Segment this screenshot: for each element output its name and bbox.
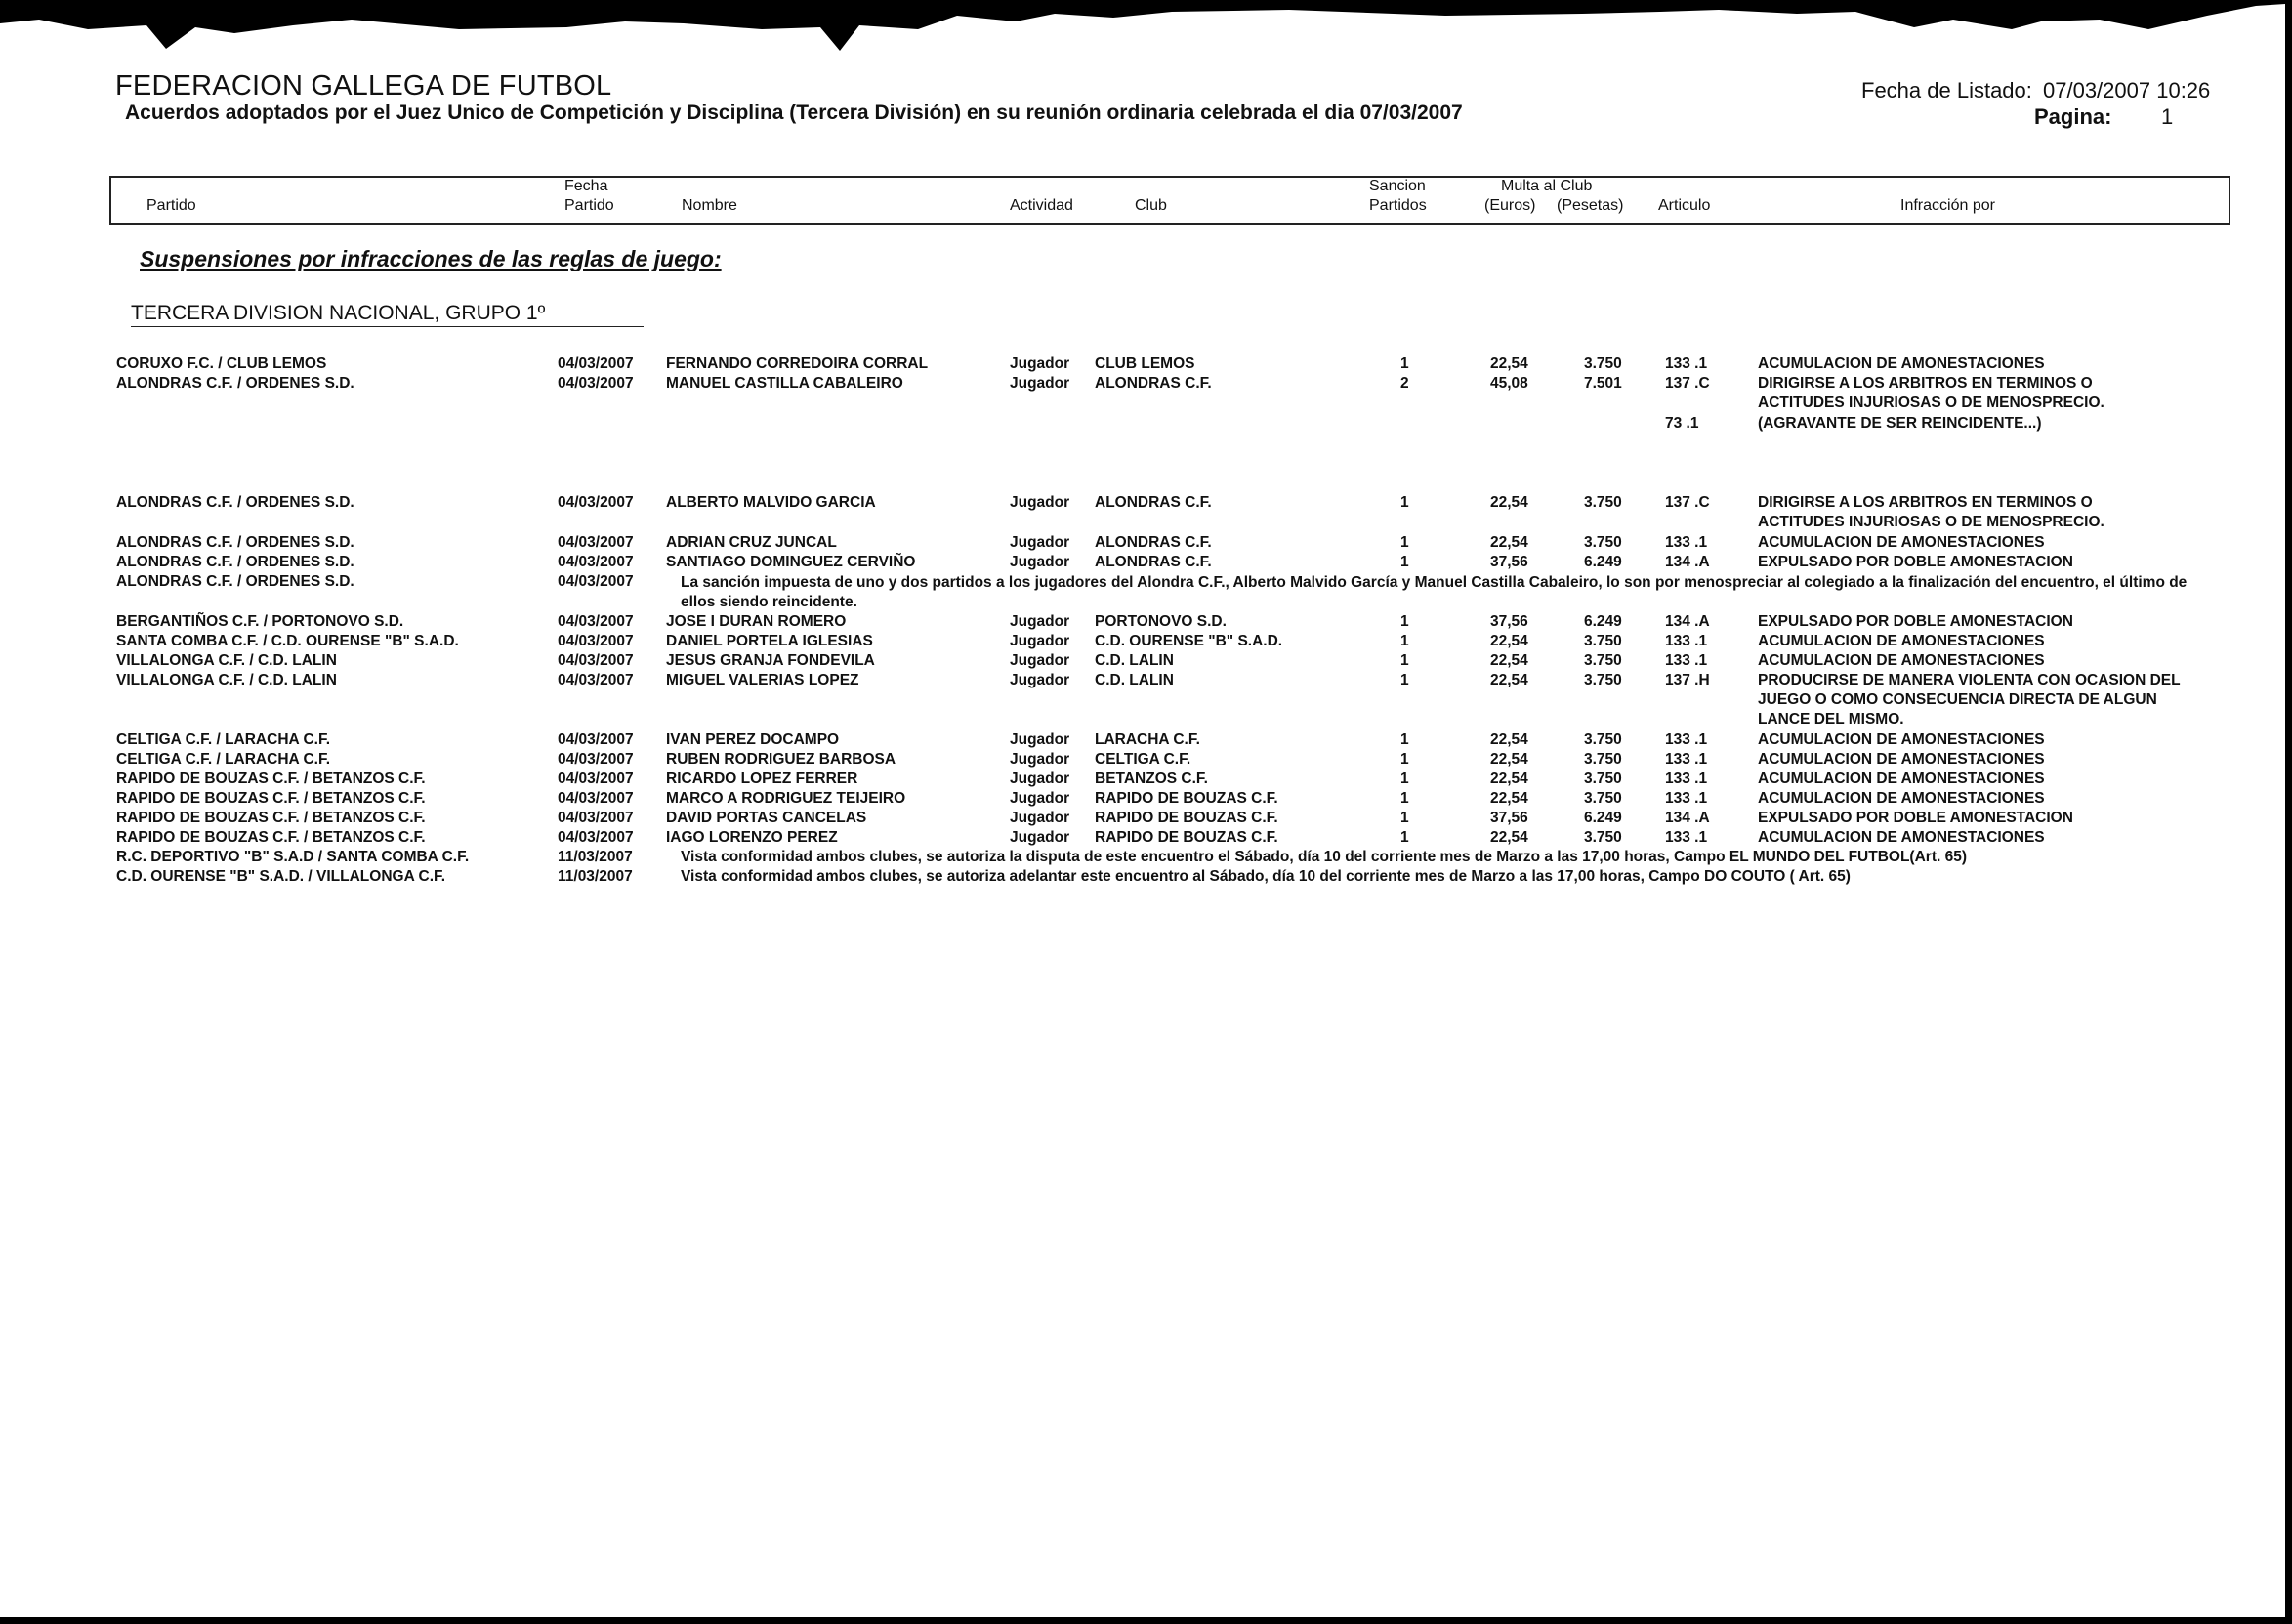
row-date: 11/03/2007 — [558, 868, 633, 885]
row-infraction: PRODUCIRSE DE MANERA VIOLENTA CON OCASION DEL — [1758, 672, 2181, 688]
table-row — [0, 790, 2285, 810]
row-date: 04/03/2007 — [558, 375, 634, 392]
row-suspension-games: 1 — [1400, 613, 1409, 630]
section-title: Suspensiones por infracciones de las reglas de juego: — [140, 246, 722, 271]
table-row — [0, 494, 2285, 530]
row-club: PORTONOVO S.D. — [1095, 613, 1227, 630]
row-fine-euros: 22,54 — [1490, 672, 1528, 688]
row-date: 04/03/2007 — [558, 534, 634, 551]
column-header-fecha-partido: Partido — [564, 197, 614, 214]
row-player-name: MANUEL CASTILLA CABALEIRO — [666, 375, 903, 392]
row-match: VILLALONGA C.F. / C.D. LALIN — [116, 652, 337, 669]
row-suspension-games: 1 — [1400, 652, 1409, 669]
column-header-infraccion: Infracción por — [1900, 197, 1995, 214]
row-suspension-games: 1 — [1400, 534, 1409, 551]
column-header-sancion: Sancion — [1369, 178, 1426, 194]
column-header-actividad: Actividad — [1010, 197, 1073, 214]
row-date: 04/03/2007 — [558, 554, 634, 570]
row-infraction: ACUMULACION DE AMONESTACIONES — [1758, 633, 2045, 649]
table-row — [0, 751, 2285, 770]
row-fine-pesetas: 3.750 — [1584, 731, 1622, 748]
column-header-articulo: Articulo — [1658, 197, 1711, 214]
table-row — [0, 652, 2285, 672]
row-suspension-games: 2 — [1400, 375, 1409, 392]
row-article: 133 .1 — [1665, 790, 1708, 807]
row-infraction: ACUMULACION DE AMONESTACIONES — [1758, 534, 2045, 551]
row-date: 04/03/2007 — [558, 790, 634, 807]
row-infraction: EXPULSADO POR DOBLE AMONESTACION — [1758, 613, 2073, 630]
row-fine-euros: 22,54 — [1490, 355, 1528, 372]
row-article: 133 .1 — [1665, 751, 1708, 768]
column-header-club: Club — [1135, 197, 1167, 214]
row-date: 04/03/2007 — [558, 633, 634, 649]
row-player-name: DANIEL PORTELA IGLESIAS — [666, 633, 873, 649]
table-row — [0, 375, 2285, 411]
row-date: 04/03/2007 — [558, 810, 634, 826]
row-activity: Jugador — [1010, 554, 1070, 570]
row-infraction: ACUMULACION DE AMONESTACIONES — [1758, 829, 2045, 846]
row-suspension-games: 1 — [1400, 554, 1409, 570]
row-fine-pesetas: 6.249 — [1584, 613, 1622, 630]
row-fine-pesetas: 3.750 — [1584, 633, 1622, 649]
row-match: VILLALONGA C.F. / C.D. LALIN — [116, 672, 337, 688]
row-match: BERGANTIÑOS C.F. / PORTONOVO S.D. — [116, 613, 404, 630]
row-match: CELTIGA C.F. / LARACHA C.F. — [116, 731, 330, 748]
row-fine-euros: 22,54 — [1490, 829, 1528, 846]
row-club: ALONDRAS C.F. — [1095, 494, 1212, 511]
row-suspension-games: 1 — [1400, 494, 1409, 511]
row-activity: Jugador — [1010, 672, 1070, 688]
column-header-multa: Multa al Club — [1501, 178, 1593, 194]
row-activity: Jugador — [1010, 829, 1070, 846]
row-player-name: RICARDO LOPEZ FERRER — [666, 770, 858, 787]
row-fine-euros: 22,54 — [1490, 494, 1528, 511]
row-activity: Jugador — [1010, 534, 1070, 551]
row-fine-pesetas: 3.750 — [1584, 672, 1622, 688]
row-match: ALONDRAS C.F. / ORDENES S.D. — [116, 554, 354, 570]
row-infraction: ACUMULACION DE AMONESTACIONES — [1758, 652, 2045, 669]
listing-date: 07/03/2007 10:26 — [2043, 78, 2211, 103]
row-fine-pesetas: 7.501 — [1584, 375, 1622, 392]
row-date: 04/03/2007 — [558, 494, 634, 511]
row-player-name: FERNANDO CORREDOIRA CORRAL — [666, 355, 929, 372]
row-infraction: EXPULSADO POR DOBLE AMONESTACION — [1758, 810, 2073, 826]
row-suspension-games: 1 — [1400, 672, 1409, 688]
table-row — [0, 415, 2285, 435]
row-date: 04/03/2007 — [558, 613, 634, 630]
row-infraction: ACUMULACION DE AMONESTACIONES — [1758, 790, 2045, 807]
row-article: 133 .1 — [1665, 534, 1708, 551]
row-suspension-games: 1 — [1400, 355, 1409, 372]
row-club: C.D. LALIN — [1095, 652, 1174, 669]
row-match: CELTIGA C.F. / LARACHA C.F. — [116, 751, 330, 768]
row-match: ALONDRAS C.F. / ORDENES S.D. — [116, 494, 354, 511]
row-club: C.D. LALIN — [1095, 672, 1174, 688]
row-match: RAPIDO DE BOUZAS C.F. / BETANZOS C.F. — [116, 829, 426, 846]
table-row — [0, 613, 2285, 633]
row-fine-euros: 37,56 — [1490, 613, 1528, 630]
table-row — [0, 554, 2285, 573]
row-fine-pesetas: 6.249 — [1584, 554, 1622, 570]
row-player-name: ADRIAN CRUZ JUNCAL — [666, 534, 837, 551]
column-header-nombre: Nombre — [682, 197, 737, 214]
row-article: 137 .C — [1665, 494, 1710, 511]
row-note: Vista conformidad ambos clubes, se autoriza la disputa de este encuentro el Sábado, día 10 del corriente mes de Marzo a las 17,00 horas, Campo EL MUNDO DEL FUTBOL(Art. 65) — [681, 849, 1968, 865]
row-player-name: MIGUEL VALERIAS LOPEZ — [666, 672, 859, 688]
row-fine-euros: 37,56 — [1490, 554, 1528, 570]
row-club: CLUB LEMOS — [1095, 355, 1195, 372]
row-article: 137 .C — [1665, 375, 1710, 392]
table-row — [0, 633, 2285, 652]
report-subtitle: Acuerdos adoptados por el Juez Unico de Competición y Disciplina (Tercera División) en su reunión ordinaria celebrada el dia 07/03/2007 — [125, 102, 1463, 124]
row-date: 04/03/2007 — [558, 652, 634, 669]
row-match: CORUXO F.C. / CLUB LEMOS — [116, 355, 327, 372]
row-article: 133 .1 — [1665, 652, 1708, 669]
row-match: RAPIDO DE BOUZAS C.F. / BETANZOS C.F. — [116, 770, 426, 787]
row-activity: Jugador — [1010, 633, 1070, 649]
row-fine-pesetas: 3.750 — [1584, 355, 1622, 372]
row-fine-euros: 22,54 — [1490, 534, 1528, 551]
row-infraction: ACTITUDES INJURIOSAS O DE MENOSPRECIO. — [1758, 514, 2104, 530]
row-club: ALONDRAS C.F. — [1095, 375, 1212, 392]
row-activity: Jugador — [1010, 731, 1070, 748]
row-activity: Jugador — [1010, 790, 1070, 807]
row-fine-pesetas: 3.750 — [1584, 790, 1622, 807]
row-match: R.C. DEPORTIVO "B" S.A.D / SANTA COMBA C.F. — [116, 849, 470, 865]
row-infraction: ACUMULACION DE AMONESTACIONES — [1758, 355, 2045, 372]
row-date: 04/03/2007 — [558, 770, 634, 787]
row-article: 134 .A — [1665, 810, 1710, 826]
table-row — [0, 573, 2285, 610]
table-row — [0, 868, 2285, 888]
page-number: 1 — [2161, 104, 2174, 129]
row-date: 11/03/2007 — [558, 849, 633, 865]
row-fine-euros: 22,54 — [1490, 790, 1528, 807]
row-article: 137 .H — [1665, 672, 1710, 688]
row-fine-pesetas: 6.249 — [1584, 810, 1622, 826]
row-infraction: EXPULSADO POR DOBLE AMONESTACION — [1758, 554, 2073, 570]
row-player-name: SANTIAGO DOMINGUEZ CERVIÑO — [666, 554, 916, 570]
row-club: ALONDRAS C.F. — [1095, 534, 1212, 551]
row-date: 04/03/2007 — [558, 672, 634, 688]
row-club: LARACHA C.F. — [1095, 731, 1200, 748]
row-match: RAPIDO DE BOUZAS C.F. / BETANZOS C.F. — [116, 790, 426, 807]
row-article: 133 .1 — [1665, 731, 1708, 748]
table-row — [0, 849, 2285, 868]
row-club: ALONDRAS C.F. — [1095, 554, 1212, 570]
row-suspension-games: 1 — [1400, 751, 1409, 768]
page-label: Pagina: — [2034, 104, 2112, 129]
row-suspension-games: 1 — [1400, 810, 1409, 826]
row-fine-euros: 22,54 — [1490, 770, 1528, 787]
column-header-euros: (Euros) — [1484, 197, 1536, 214]
row-fine-pesetas: 3.750 — [1584, 751, 1622, 768]
row-activity: Jugador — [1010, 652, 1070, 669]
row-fine-euros: 22,54 — [1490, 751, 1528, 768]
row-player-name: IVAN PEREZ DOCAMPO — [666, 731, 840, 748]
row-article: 133 .1 — [1665, 770, 1708, 787]
row-article: 134 .A — [1665, 613, 1710, 630]
row-fine-pesetas: 3.750 — [1584, 494, 1622, 511]
row-infraction: JUEGO O COMO CONSECUENCIA DIRECTA DE ALGUN — [1758, 691, 2157, 708]
organization-title: FEDERACION GALLEGA DE FUTBOL — [115, 70, 612, 102]
row-match: RAPIDO DE BOUZAS C.F. / BETANZOS C.F. — [116, 810, 426, 826]
column-header-partidos: Partidos — [1369, 197, 1427, 214]
row-player-name: JESUS GRANJA FONDEVILA — [666, 652, 875, 669]
column-header-partido: Partido — [146, 197, 196, 214]
group-title: TERCERA DIVISION NACIONAL, GRUPO 1º — [131, 302, 546, 324]
row-article: 133 .1 — [1665, 829, 1708, 846]
row-activity: Jugador — [1010, 810, 1070, 826]
column-header-pesetas: (Pesetas) — [1557, 197, 1624, 214]
row-player-name: JOSE I DURAN ROMERO — [666, 613, 847, 630]
table-row — [0, 534, 2285, 554]
row-fine-euros: 37,56 — [1490, 810, 1528, 826]
row-club: RAPIDO DE BOUZAS C.F. — [1095, 810, 1278, 826]
row-infraction: ACUMULACION DE AMONESTACIONES — [1758, 751, 2045, 768]
row-date: 04/03/2007 — [558, 751, 634, 768]
row-activity: Jugador — [1010, 770, 1070, 787]
row-date: 04/03/2007 — [558, 829, 634, 846]
row-match: ALONDRAS C.F. / ORDENES S.D. — [116, 573, 354, 590]
row-suspension-games: 1 — [1400, 770, 1409, 787]
row-fine-pesetas: 3.750 — [1584, 770, 1622, 787]
row-infraction: ACUMULACION DE AMONESTACIONES — [1758, 770, 2045, 787]
row-note: La sanción impuesta de uno y dos partidos a los jugadores del Alondra C.F., Alberto Malvido García y Manuel Castilla Cabaleiro, lo son por menospreciar al colegiado a la finalización del encuentro, el último de ellos siendo reincidente. — [681, 574, 2188, 610]
row-suspension-games: 1 — [1400, 829, 1409, 846]
row-club: BETANZOS C.F. — [1095, 770, 1208, 787]
row-player-name: DAVID PORTAS CANCELAS — [666, 810, 867, 826]
row-article: 133 .1 — [1665, 633, 1708, 649]
row-club: RAPIDO DE BOUZAS C.F. — [1095, 790, 1278, 807]
row-note: Vista conformidad ambos clubes, se autoriza adelantar este encuentro al Sábado, día 10 del corriente mes de Marzo a las 17,00 horas, Campo DO COUTO ( Art. 65) — [681, 868, 1851, 885]
row-infraction: ACUMULACION DE AMONESTACIONES — [1758, 731, 2045, 748]
row-date: 04/03/2007 — [558, 355, 634, 372]
row-activity: Jugador — [1010, 355, 1070, 372]
row-suspension-games: 1 — [1400, 790, 1409, 807]
row-fine-euros: 22,54 — [1490, 731, 1528, 748]
row-club: RAPIDO DE BOUZAS C.F. — [1095, 829, 1278, 846]
table-row — [0, 770, 2285, 790]
row-article: 134 .A — [1665, 554, 1710, 570]
table-row — [0, 829, 2285, 849]
row-fine-pesetas: 3.750 — [1584, 829, 1622, 846]
row-infraction: ACTITUDES INJURIOSAS O DE MENOSPRECIO. — [1758, 395, 2104, 411]
row-match: ALONDRAS C.F. / ORDENES S.D. — [116, 534, 354, 551]
row-fine-euros: 45,08 — [1490, 375, 1528, 392]
row-infraction: LANCE DEL MISMO. — [1758, 711, 1904, 728]
row-match: SANTA COMBA C.F. / C.D. OURENSE "B" S.A.D. — [116, 633, 459, 649]
row-activity: Jugador — [1010, 751, 1070, 768]
row-club: CELTIGA C.F. — [1095, 751, 1191, 768]
row-date: 04/03/2007 — [558, 731, 634, 748]
row-suspension-games: 1 — [1400, 731, 1409, 748]
row-fine-euros: 22,54 — [1490, 652, 1528, 669]
table-row — [0, 810, 2285, 829]
row-article: 73 .1 — [1665, 415, 1699, 432]
table-row — [0, 355, 2285, 375]
row-fine-euros: 22,54 — [1490, 633, 1528, 649]
row-infraction: (AGRAVANTE DE SER REINCIDENTE...) — [1758, 415, 2042, 432]
row-match: C.D. OURENSE "B" S.A.D. / VILLALONGA C.F. — [116, 868, 446, 885]
row-activity: Jugador — [1010, 494, 1070, 511]
row-fine-pesetas: 3.750 — [1584, 652, 1622, 669]
row-player-name: MARCO A RODRIGUEZ TEIJEIRO — [666, 790, 906, 807]
row-player-name: ALBERTO MALVIDO GARCIA — [666, 494, 876, 511]
row-player-name: IAGO LORENZO PEREZ — [666, 829, 838, 846]
listing-date-label: Fecha de Listado: — [1861, 78, 2032, 103]
row-match: ALONDRAS C.F. / ORDENES S.D. — [116, 375, 354, 392]
row-player-name: RUBEN RODRIGUEZ BARBOSA — [666, 751, 896, 768]
row-activity: Jugador — [1010, 613, 1070, 630]
row-article: 133 .1 — [1665, 355, 1708, 372]
row-suspension-games: 1 — [1400, 633, 1409, 649]
row-date: 04/03/2007 — [558, 573, 634, 590]
row-infraction: DIRIGIRSE A LOS ARBITROS EN TERMINOS O — [1758, 375, 2093, 392]
row-activity: Jugador — [1010, 375, 1070, 392]
table-row — [0, 731, 2285, 751]
column-header-fecha: Fecha — [564, 178, 608, 194]
row-fine-pesetas: 3.750 — [1584, 534, 1622, 551]
row-infraction: DIRIGIRSE A LOS ARBITROS EN TERMINOS O — [1758, 494, 2093, 511]
row-club: C.D. OURENSE "B" S.A.D. — [1095, 633, 1283, 649]
table-row — [0, 672, 2285, 728]
